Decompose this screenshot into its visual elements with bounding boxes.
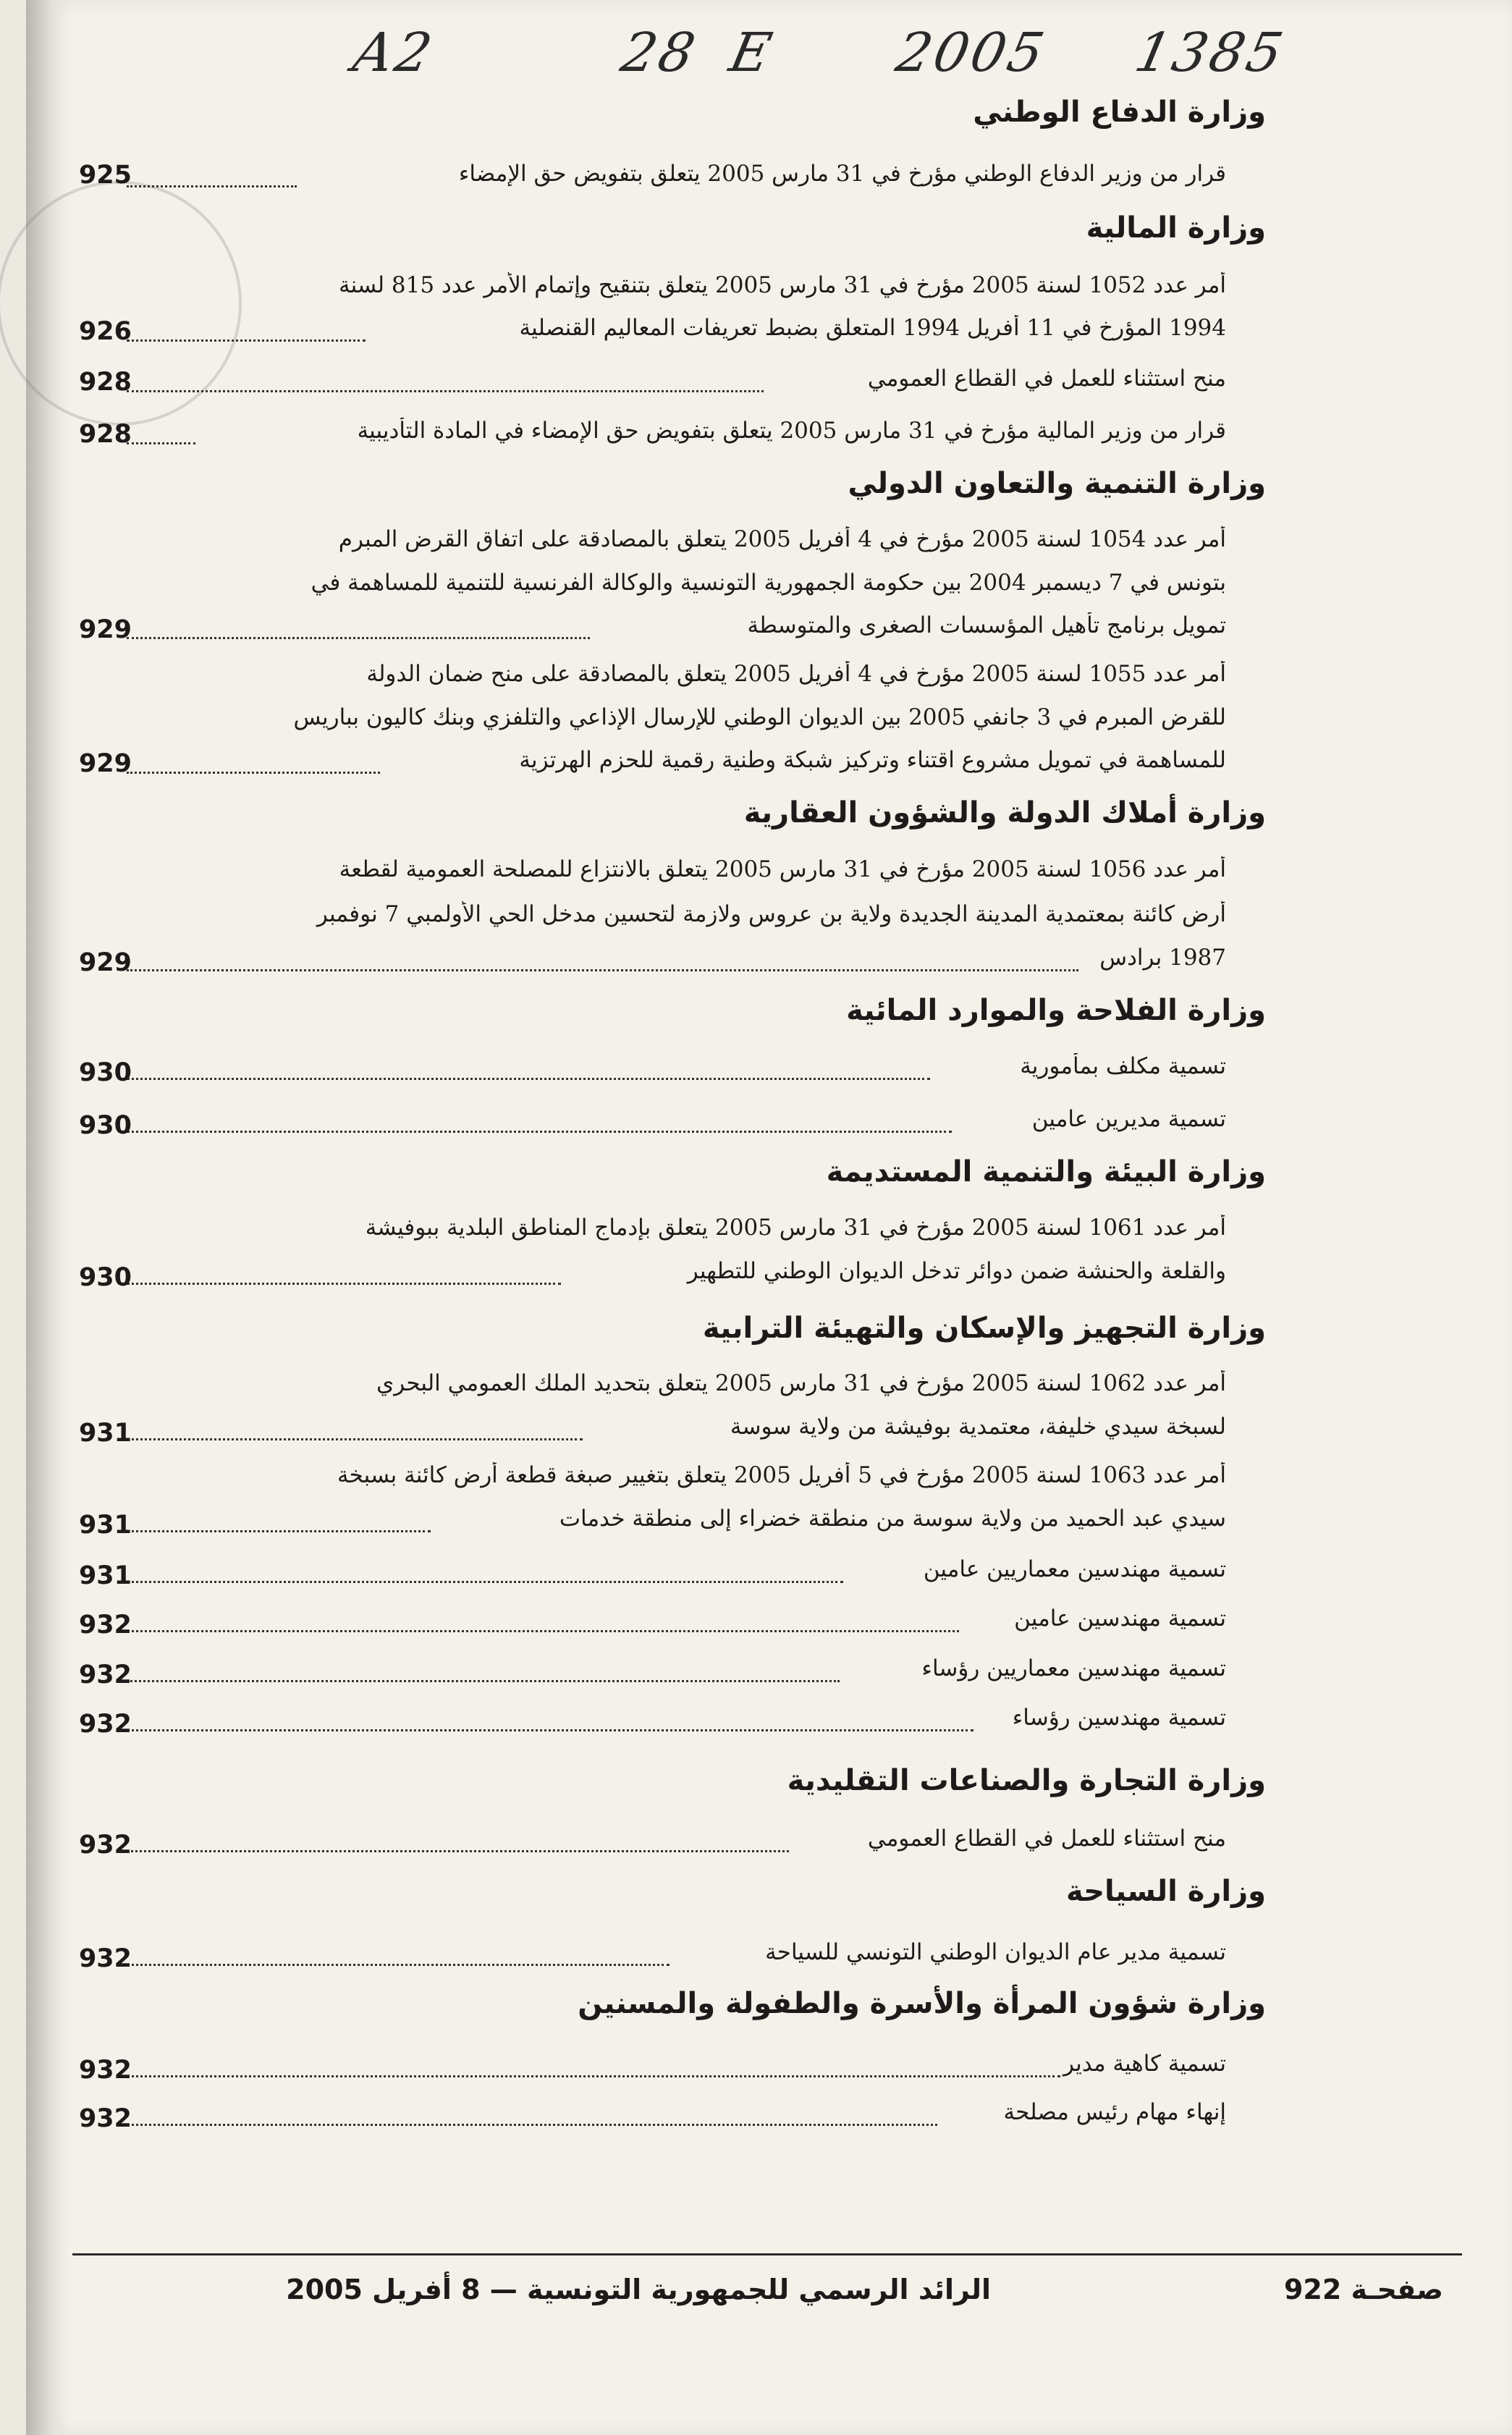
page-number: 926	[78, 317, 132, 346]
toc-entry-line: أمر عدد 1056 لسنة 2005 مؤرخ في 31 مارس 2005 يتعلق بالانتزاع للمصلحة العمومية لقطعة	[339, 856, 1226, 882]
dot-leader	[127, 769, 380, 774]
page-number: 932	[78, 2104, 132, 2133]
footer-rule	[72, 2253, 1462, 2255]
page-number: 931	[78, 1561, 132, 1590]
toc-entry-line: سيدي عبد الحميد من ولاية سوسة من منطقة خضراء إلى منطقة خدمات	[559, 1506, 1226, 1532]
dot-leader	[127, 337, 366, 342]
ministry-heading: وزارة السياحة	[1065, 1875, 1266, 1908]
page-number: 932	[78, 1710, 132, 1739]
page-number: 929	[78, 615, 132, 644]
page-number: 928	[78, 368, 132, 397]
handwritten-ref-year: 2005	[890, 22, 1052, 84]
dot-leader	[127, 1677, 840, 1682]
toc-entry-line: أرض كائنة بمعتمدية المدينة الجديدة ولاية بن عروس ولازمة لتحسين مدخل الحي الأولمبي 7 نوفمبر	[316, 901, 1226, 927]
page-number: 928	[78, 420, 132, 449]
ministry-heading: وزارة شؤون المرأة والأسرة والطفولة والمسنين	[578, 1987, 1266, 2020]
dot-leader	[127, 2121, 937, 2126]
dot-leader	[127, 1075, 930, 1080]
toc-entry-line: 1994 المؤرخ في 11 أفريل 1994 المتعلق بضبط تعريفات المعاليم القنصلية	[519, 315, 1226, 341]
toc-entry-line: للمساهمة في تمويل مشروع اقتناء وتركيز شبكة وطنية رقمية للحزم الهرتزية	[519, 747, 1226, 773]
handwritten-ref-day: 28	[615, 22, 704, 84]
toc-entry-line: تسمية مهندسين معماريين عامين	[923, 1556, 1226, 1582]
dot-leader	[127, 1961, 670, 1966]
toc-entry-line: والقلعة والحنشة ضمن دوائر تدخل الديوان الوطني للتطهير	[687, 1258, 1226, 1284]
dot-leader	[127, 2072, 1060, 2077]
ministry-heading: وزارة أملاك الدولة والشؤون العقارية	[743, 796, 1266, 830]
ministry-heading: وزارة الدفاع الوطني	[973, 96, 1266, 129]
dot-leader	[127, 1435, 583, 1440]
dot-leader	[127, 1578, 843, 1583]
page-number: 925	[78, 161, 132, 190]
dot-leader	[127, 439, 195, 444]
dot-leader	[127, 182, 297, 187]
ministry-heading: وزارة التجارة والصناعات التقليدية	[787, 1764, 1266, 1797]
toc-entry-line: لسبخة سيدي خليفة، معتمدية بوفيشة من ولاية سوسة	[730, 1414, 1226, 1440]
page-number: 932	[78, 1831, 132, 1860]
ministry-heading: وزارة التنمية والتعاون الدولي	[848, 467, 1266, 500]
toc-entry-line: تمويل برنامج تأهيل المؤسسات الصغرى والمتوسطة	[747, 612, 1226, 638]
page-number: 932	[78, 1944, 132, 1973]
toc-entry-line: أمر عدد 1061 لسنة 2005 مؤرخ في 31 مارس 2005 يتعلق بإدماج المناطق البلدية ببوفيشة	[365, 1215, 1226, 1241]
toc-entry-line: منح استثناء للعمل في القطاع العمومي	[867, 1826, 1226, 1852]
toc-entry-line: منح استثناء للعمل في القطاع العمومي	[867, 366, 1226, 392]
toc-entry-line: إنهاء مهام رئيس مصلحة	[1003, 2099, 1226, 2125]
page-number: 931	[78, 1419, 132, 1448]
page-number: 930	[78, 1058, 132, 1087]
footer-page-label: صفحـة 922	[1283, 2274, 1443, 2305]
dot-leader	[127, 966, 1078, 971]
footer-journal-title: الرائد الرسمي للجمهورية التونسية — 8 أفريل 2005	[286, 2274, 991, 2305]
handwritten-ref-a2: A2	[347, 22, 440, 84]
dot-leader	[127, 1280, 561, 1285]
toc-entry-line: أمر عدد 1054 لسنة 2005 مؤرخ في 4 أفريل 2005 يتعلق بالمصادقة على اتفاق القرض المبرم	[338, 526, 1226, 552]
toc-entry-line: أمر عدد 1062 لسنة 2005 مؤرخ في 31 مارس 2005 يتعلق بتحديد الملك العمومي البحري	[376, 1370, 1226, 1396]
toc-entry-line: تسمية مهندسين عامين	[1014, 1605, 1226, 1632]
page-number: 931	[78, 1511, 132, 1540]
toc-entry-line: قرار من وزير المالية مؤرخ في 31 مارس 2005 يتعلق بتفويض حق الإمضاء في المادة التأديبية	[357, 418, 1226, 444]
toc-entry-line: أمر عدد 1052 لسنة 2005 مؤرخ في 31 مارس 2005 يتعلق بتنقيح وإتمام الأمر عدد 815 لسنة	[338, 272, 1226, 298]
toc-entry-line: تسمية مهندسين رؤساء	[1012, 1705, 1226, 1731]
page-number: 932	[78, 1611, 132, 1639]
toc-entry-line: تسمية مدير عام الديوان الوطني التونسي للسياحة	[765, 1939, 1226, 1965]
dot-leader	[127, 1847, 789, 1852]
dot-leader	[127, 634, 590, 639]
page-number: 932	[78, 1660, 132, 1689]
toc-entry-line: تسمية مديرين عامين	[1031, 1106, 1226, 1132]
dot-leader	[127, 1128, 952, 1133]
page-number: 930	[78, 1263, 132, 1292]
handwritten-ref-number: 1385	[1129, 22, 1291, 84]
toc-entry-line: أمر عدد 1063 لسنة 2005 مؤرخ في 5 أفريل 2005 يتعلق بتغيير صبغة قطعة أرض كائنة بسبخة	[337, 1462, 1226, 1488]
dot-leader	[127, 1627, 959, 1632]
toc-entry-line: 1987 برادس	[1099, 945, 1226, 971]
dot-leader	[127, 1527, 431, 1532]
ministry-heading: وزارة المالية	[1086, 211, 1266, 245]
page-number: 929	[78, 749, 132, 778]
ministry-heading: وزارة البيئة والتنمية المستديمة	[826, 1155, 1266, 1189]
toc-entry-line: تسمية مكلف بمأمورية	[1020, 1053, 1226, 1079]
toc-entry-line: تسمية مهندسين معماريين رؤساء	[921, 1655, 1226, 1681]
toc-entry-line: بتونس في 7 ديسمبر 2004 بين حكومة الجمهورية التونسية والوكالة الفرنسية للتنمية للمساهمة في	[311, 570, 1226, 596]
toc-entry-line: أمر عدد 1055 لسنة 2005 مؤرخ في 4 أفريل 2005 يتعلق بالمصادقة على منح ضمان الدولة	[366, 661, 1226, 687]
toc-entry-line: قرار من وزير الدفاع الوطني مؤرخ في 31 مارس 2005 يتعلق بتفويض حق الإمضاء	[458, 161, 1226, 187]
toc-entry-line: للقرض المبرم في 3 جانفي 2005 بين الديوان الوطني للإرسال الإذاعي والتلفزي وبنك كاليون بباريس	[293, 704, 1226, 730]
dot-leader	[127, 387, 764, 392]
page-number: 930	[78, 1111, 132, 1140]
ministry-heading: وزارة الفلاحة والموارد المائية	[846, 994, 1266, 1027]
toc-entry-line: تسمية كاهية مدير	[1063, 2051, 1226, 2077]
ministry-heading: وزارة التجهيز والإسكان والتهيئة الترابية	[702, 1312, 1266, 1345]
dot-leader	[127, 1726, 973, 1731]
handwritten-ref-letter: E	[724, 22, 780, 84]
page-number: 929	[78, 948, 132, 977]
page-number: 932	[78, 2056, 132, 2085]
